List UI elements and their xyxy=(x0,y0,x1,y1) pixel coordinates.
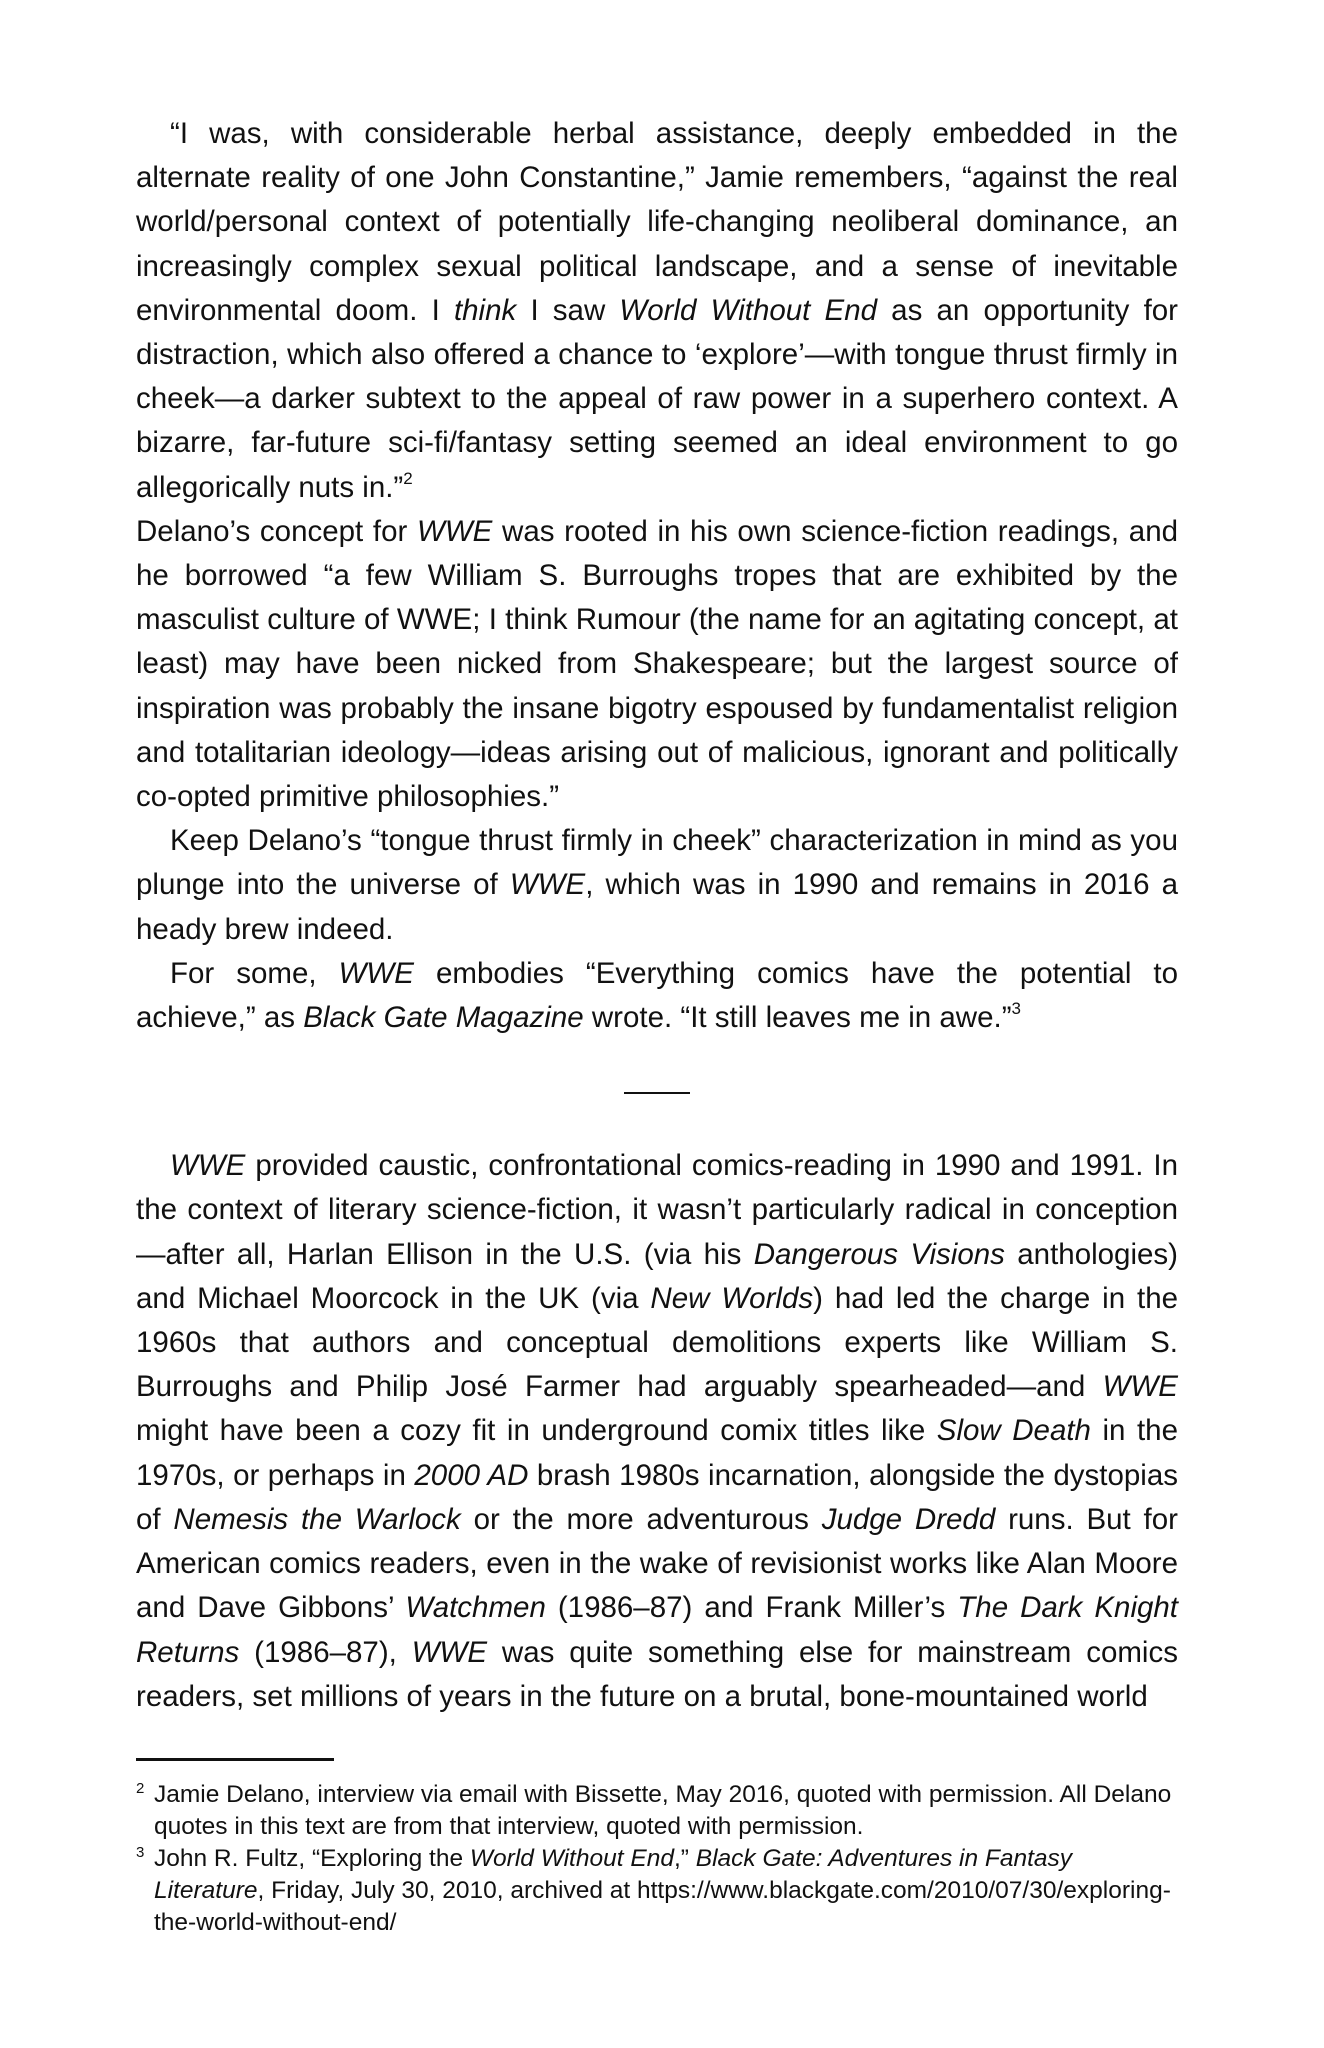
paragraph-tongue-in-cheek xyxy=(136,819,1178,952)
main-text xyxy=(136,112,1178,1719)
seg: wrote. “It still leaves me in awe.” xyxy=(583,1001,1012,1035)
seg: WWE xyxy=(416,514,493,548)
seg: ,” xyxy=(673,1845,696,1872)
seg: think xyxy=(453,293,517,327)
seg: (1986–87) and Frank Miller’s xyxy=(545,1591,958,1625)
seg: I saw xyxy=(516,293,620,327)
seg: Jamie Delano, interview via email with Bissette, May 2016, quoted with permission. All Delano quotes in this text are from that interview, quoted with permission. xyxy=(154,1781,1172,1840)
seg: Judge Dredd xyxy=(821,1502,996,1536)
seg: was quite something else for mainstream comics readers, set millions of years in the future on a brutal, bone-mountained world xyxy=(136,1635,1178,1713)
seg: Nemesis the Warlock xyxy=(173,1502,461,1536)
seg: Slow Death xyxy=(936,1414,1091,1448)
seg: runs. But for American comics readers, even in the wake of revisionist works like Alan Moore and Dave Gibbons’ xyxy=(136,1502,1178,1625)
footnote-ref-2[interactable]: 2 xyxy=(403,468,413,488)
seg: Delano’s concept for xyxy=(136,514,417,548)
seg: “I was, with considerable herbal assistance, deeply embedded in the alternate reality of one John Constantine,” Jamie remembers, “against the real world/personal context of potentially life-changing neoliberal dominance, an increasingly complex sexual political landscape, and a sense of inevitable environmental doom. I xyxy=(136,117,1178,327)
seg: WWE xyxy=(509,868,586,902)
seg: WWE xyxy=(411,1635,488,1669)
seg: Black Gate: Adventures in Fantasy Literature xyxy=(154,1845,1073,1904)
footnote-2: 2 Jamie Delano, interview via email with Bissette, May 2016, quoted with permission. All Delano quotes in this text are from that interview, quoted with permission. xyxy=(136,1779,1172,1840)
footnote-3: 3 John R. Fultz, “Exploring the World Without End,” Black Gate: Adventures in Fantasy Literature, Friday, July 30, 2010, archived at https://www.blackgate.​com/2010/07/30/exploring-the-world-without-end/ xyxy=(136,1843,1171,1936)
seg: John R. Fultz, “Exploring the xyxy=(154,1845,470,1872)
seg: might have been a cozy fit in underground comix titles like xyxy=(136,1414,937,1448)
seg: Dangerous Visions xyxy=(753,1237,1005,1271)
seg: as an opportunity for distraction, which also offered a chance to ‘explore’—with tongue thrust firmly in cheek—a darker subtext to the appeal of raw power in a superhero context. A bizarre, far-future sci-fi/​fantasy setting seemed an ideal environment to go allegorically nuts in.” xyxy=(136,293,1178,504)
seg: WWE xyxy=(338,956,414,990)
seg: World Without End xyxy=(619,293,878,327)
seg: anthologies) and Michael Moorcock in the UK (via xyxy=(136,1237,1179,1315)
seg: WWE xyxy=(1102,1370,1178,1404)
seg: Keep Delano’s “tongue thrust firmly in cheek” characterization in mind as you plunge into the universe of xyxy=(136,824,1178,902)
seg: , Friday, July 30, 2010, archived at https://www.blackgate.​com/2010/07/30/exploring-the-world-without-end/ xyxy=(154,1877,1171,1936)
section-break-rule xyxy=(624,1092,690,1094)
paragraph-quote-delano xyxy=(136,112,1178,819)
seg: in the 1970s, or perhaps in xyxy=(136,1414,1178,1492)
seg: World Without End xyxy=(469,1845,674,1872)
seg: , which was in 1990 and remains in 2016 a heady brew indeed. xyxy=(136,868,1179,946)
seg: provided caustic, confrontational comics-reading in 1990 and 1991. In the context of literary science-fiction, it wasn’t particularly radical in conception—after all, Harlan Ellison in the U.S. (via his xyxy=(136,1149,1178,1271)
paragraph-black-gate xyxy=(136,952,1178,1040)
seg: Black Gate Magazine xyxy=(303,1001,584,1035)
seg: 2000 AD xyxy=(414,1458,529,1492)
seg: was rooted in his own science-fiction readings, and he borrowed “a few William S. Burroughs tropes that are exhibited by the masculist culture of WWE; I think Rumour (the name for an agitating concept, at least) may have been nicked from Shakespeare; but the largest source of inspiration was probably the insane bigotry espoused by fundamentalist religion and totalitarian ideology—ideas arising out of malicious, ignorant and politically co-opted primitive philosophies.” xyxy=(136,514,1179,814)
seg: New Worlds xyxy=(650,1281,814,1315)
seg: WWE xyxy=(170,1149,246,1183)
seg: For some, xyxy=(170,956,339,990)
seg: The Dark Knight Returns xyxy=(136,1591,1179,1669)
footnotes xyxy=(136,1758,1178,1939)
footnote-ref-3[interactable]: 3 xyxy=(1011,999,1022,1019)
seg: ) had led the charge in the 1960s that authors and conceptual demolitions experts like William S. Burroughs and Philip José Farmer had arguably spearheaded—and xyxy=(136,1281,1179,1404)
seg: brash 1980s incarnation, alongside the dystopias of xyxy=(136,1458,1178,1536)
seg: Watchmen xyxy=(405,1591,546,1625)
footnote-rule xyxy=(136,1758,334,1761)
seg: (1986–87), xyxy=(239,1635,412,1669)
seg: embodies “Everything comics have the potential to achieve,” as xyxy=(136,956,1178,1035)
paragraph-wwe-context xyxy=(136,1144,1178,1719)
seg: or the more adventurous xyxy=(460,1502,822,1536)
